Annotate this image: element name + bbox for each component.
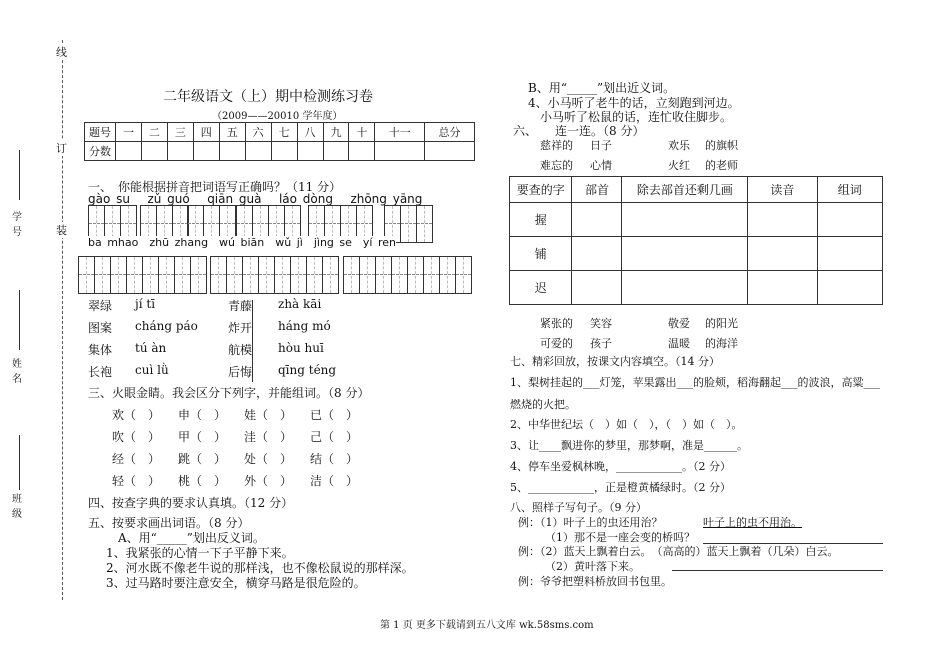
binding-mark-top: 线 [56, 46, 67, 59]
connect-word[interactable]: 的海洋 [705, 337, 738, 350]
word-option[interactable]: 炸开 [228, 321, 253, 335]
class-field[interactable] [19, 435, 20, 490]
dict-answer-cell[interactable] [817, 237, 882, 271]
char-blank[interactable]: 已（ ） [310, 408, 359, 422]
section7-line[interactable]: 4、停车坐爱枫林晚，____________。（2 分） [510, 460, 731, 473]
score-cell[interactable] [297, 142, 323, 161]
char-blank[interactable]: 轻（ ） [112, 474, 161, 488]
pinyin-item: wǔ jì [275, 236, 303, 249]
pinyin-item: yí ren [362, 236, 396, 249]
dict-answer-cell[interactable] [572, 237, 622, 271]
char-blank[interactable]: 洁（ ） [310, 474, 359, 488]
char-blank[interactable]: 处（ ） [244, 452, 293, 466]
section1-heading: 一、 你能根据拼音把词语写正确吗？（11 分） [88, 180, 342, 194]
section5-instruction-b: B、用“_____”划出近义词。 [528, 81, 676, 95]
section8-example: 例：（2）蓝天上飘着白云。 （高高的）蓝天上飘着（几朵）白云。 [518, 545, 839, 558]
binding-mark-bottom: 装 [56, 224, 67, 237]
section7-line: 燃烧的火把。 [510, 398, 576, 411]
pinyin-item: qiān guà [207, 192, 262, 206]
score-header-cell: 三 [167, 123, 193, 142]
dict-header-cell: 读音 [748, 177, 817, 203]
dict-answer-cell[interactable] [817, 203, 882, 237]
char-blank[interactable]: 申（ ） [178, 408, 227, 422]
section7-line[interactable]: 2、中华世纪坛（ ）如（ ），（ ）如（ ）。 [510, 418, 743, 431]
pinyin-item: zǔ guó [147, 192, 190, 206]
connect-word[interactable]: 的老师 [705, 159, 738, 172]
score-cell[interactable] [271, 142, 297, 161]
dict-answer-cell[interactable] [572, 271, 622, 305]
section5-instruction-a: A、用“_____”划出反义词。 [118, 531, 265, 545]
name-field[interactable] [19, 290, 20, 350]
binding-mark-middle: 订 [56, 142, 67, 155]
section5-sentence[interactable]: 小马听了松鼠的话，连忙收住脚步。 [528, 110, 733, 124]
char-blank[interactable]: 经（ ） [112, 452, 161, 466]
dict-answer-cell[interactable] [748, 271, 817, 305]
char-blank[interactable]: 桃（ ） [178, 474, 227, 488]
score-cell[interactable] [116, 142, 142, 161]
connect-word[interactable]: 的阳光 [705, 317, 738, 330]
score-header-cell: 题号 [85, 123, 116, 142]
section1-pinyin-row1 [88, 192, 422, 206]
connect-word[interactable]: 心情 [590, 159, 612, 172]
pinyin-item: jìng se [313, 236, 352, 249]
writing-boxes[interactable] [343, 256, 472, 294]
word-option[interactable]: 后悔 [228, 365, 253, 379]
pinyin-item: zhōng yāng [350, 192, 423, 206]
score-header-cell: 总分 [425, 123, 475, 142]
char-blank[interactable]: 吹（ ） [112, 430, 161, 444]
student-id-label: 学号 [12, 212, 22, 238]
connect-word[interactable]: 紧张的 [540, 317, 573, 330]
score-cell[interactable] [323, 142, 349, 161]
section5-sentence[interactable]: 1、我紧张的心情一下子平静下来。 [106, 546, 294, 560]
connect-word[interactable]: 欢乐 [668, 139, 690, 152]
score-table [84, 122, 475, 161]
score-header-cell: 七 [271, 123, 297, 142]
student-id-field[interactable] [19, 150, 20, 200]
pinyin-option[interactable]: hòu huī [278, 341, 324, 355]
connect-word[interactable]: 敬爱 [668, 317, 690, 330]
score-header-cell: 十 [349, 123, 375, 142]
dict-answer-cell[interactable] [572, 203, 622, 237]
binding-line [62, 40, 63, 600]
dictionary-table [509, 176, 883, 305]
char-blank[interactable]: 外（ ） [244, 474, 293, 488]
char-blank[interactable]: 跳（ ） [178, 452, 227, 466]
pinyin-item: wú biān [219, 236, 265, 249]
char-blank[interactable]: 娃（ ） [244, 408, 293, 422]
connect-word[interactable]: 日子 [590, 139, 612, 152]
score-cell[interactable] [167, 142, 193, 161]
score-header-cell: 六 [245, 123, 271, 142]
answer-line[interactable] [672, 570, 883, 571]
dict-header-cell: 除去部首还剩几画 [622, 177, 748, 203]
section5-sentence[interactable]: 4、小马听了老牛的话，立刻跑到河边。 [528, 96, 740, 110]
connect-word[interactable]: 温暖 [668, 337, 690, 350]
page-footer: 第 1 页 更多下载请到五八文库 wk.58sms.com [380, 620, 594, 631]
score-cell[interactable] [141, 142, 167, 161]
dict-answer-cell[interactable] [748, 237, 817, 271]
score-header-cell: 八 [297, 123, 323, 142]
section6-heading: 六、 连一连。（8 分） [513, 124, 645, 138]
connect-word[interactable]: 可爱的 [540, 337, 573, 350]
score-cell[interactable] [375, 142, 425, 161]
dict-answer-cell[interactable] [748, 203, 817, 237]
char-blank[interactable]: 洼（ ） [244, 430, 293, 444]
writing-boxes[interactable] [78, 256, 207, 294]
section8-example: 例：爷爷把塑料桥放回书包里。 [518, 575, 672, 588]
section8-example: 例：（1）叶子上的虫还用治？ [518, 516, 663, 529]
dict-header-cell: 要查的字 [510, 177, 572, 203]
section5-sentence[interactable]: 3、过马路时要注意安全，横穿马路是很危险的。 [106, 576, 366, 590]
section7-heading: 七、精彩回放，按课文内容填空。（14 分） [510, 355, 720, 368]
section7-line[interactable]: 5、____________，正是橙黄橘绿时。（2 分） [510, 481, 731, 494]
section5-heading: 五、按要求画出词语。（8 分） [88, 516, 250, 530]
page-subtitle: （2009——20010 学年度） [212, 111, 343, 122]
section8-question: （2）黄叶落下来。 [545, 560, 640, 573]
score-cell[interactable] [219, 142, 245, 161]
pinyin-item: ba mhao [88, 236, 139, 249]
pinyin-option[interactable]: háng mó [278, 319, 331, 333]
dict-answer-cell[interactable] [622, 237, 748, 271]
section7-line[interactable]: 1、梨树挂起的___灯笼，苹果露出___的脸颊，稻海翻起___的波浪，高粱___ [510, 376, 880, 389]
char-blank[interactable]: 欢（ ） [112, 408, 161, 422]
score-header-cell: 四 [193, 123, 219, 142]
pinyin-option[interactable]: qīng téng [278, 363, 337, 377]
dict-answer-cell[interactable] [622, 203, 748, 237]
writing-boxes[interactable] [210, 256, 339, 294]
connect-word[interactable]: 的旗帜 [705, 139, 738, 152]
page-title: 二年级语文（上）期中检测练习卷 [163, 89, 373, 105]
word-option[interactable]: 长袍 [88, 365, 113, 379]
connect-word[interactable]: 笑容 [590, 317, 612, 330]
dict-char: 迟 [510, 271, 572, 305]
pinyin-item: gào su [88, 192, 130, 206]
section5-sentence[interactable]: 2、河水既不像老牛说的那样浅，也不像松鼠说的那样深。 [106, 561, 414, 575]
score-header-cell: 九 [323, 123, 349, 142]
section4-heading: 四、按查字典的要求认真填。（12 分） [88, 496, 294, 510]
dict-answer-cell[interactable] [817, 271, 882, 305]
word-option[interactable]: 集体 [88, 343, 113, 357]
matching-divider [252, 300, 253, 382]
score-cell[interactable] [193, 142, 219, 161]
char-blank[interactable]: 己（ ） [310, 430, 359, 444]
word-option[interactable]: 翠绿 [88, 299, 113, 313]
name-label: 姓名 [12, 359, 22, 385]
score-cell[interactable] [425, 142, 475, 161]
score-header-cell: 十一 [375, 123, 425, 142]
connect-word[interactable]: 火红 [668, 159, 690, 172]
word-option[interactable]: 青藤 [228, 299, 253, 313]
dict-char: 铺 [510, 237, 572, 271]
dict-header-cell: 组词 [817, 177, 882, 203]
score-label: 分数 [85, 142, 116, 161]
section3-heading: 三、火眼金睛。我会区分下列字，并能组词。（8 分） [88, 386, 370, 400]
dict-char: 握 [510, 203, 572, 237]
pinyin-option[interactable]: cháng páo [135, 319, 198, 333]
score-cell[interactable] [349, 142, 375, 161]
section8-example-answer: 叶子上的虫不用治。 [703, 516, 802, 529]
connect-word[interactable]: 慈祥的 [540, 139, 573, 152]
pinyin-option[interactable]: tú àn [135, 341, 167, 355]
dict-answer-cell[interactable] [622, 271, 748, 305]
char-blank[interactable]: 甲（ ） [178, 430, 227, 444]
section8-question: （1）那不是一座会变的桥吗？ [545, 531, 695, 544]
score-header-cell: 二 [141, 123, 167, 142]
pinyin-item: láo dòng [278, 192, 333, 206]
section1-pinyin-row2 [88, 236, 396, 249]
pinyin-item: zhū zhang [149, 236, 209, 249]
score-cell[interactable] [245, 142, 271, 161]
connect-word[interactable]: 难忘的 [540, 159, 573, 172]
score-header-cell: 五 [219, 123, 245, 142]
word-option[interactable]: 航模 [228, 343, 253, 357]
word-option[interactable]: 图案 [88, 321, 113, 335]
section8-heading: 八、照样子写句子。（9 分） [510, 501, 647, 514]
connect-word[interactable]: 孩子 [590, 337, 612, 350]
pinyin-option[interactable]: cuì lǜ [135, 363, 169, 377]
pinyin-option[interactable]: jí tī [135, 297, 156, 311]
class-label: 班级 [12, 494, 22, 520]
dict-header-cell: 部首 [572, 177, 622, 203]
section7-line[interactable]: 3、让____飘进你的梦里，那梦啊，准是______。 [510, 439, 748, 452]
pinyin-option[interactable]: zhà kāi [278, 297, 322, 311]
score-header-cell: 一 [116, 123, 142, 142]
char-blank[interactable]: 结（ ） [310, 452, 359, 466]
